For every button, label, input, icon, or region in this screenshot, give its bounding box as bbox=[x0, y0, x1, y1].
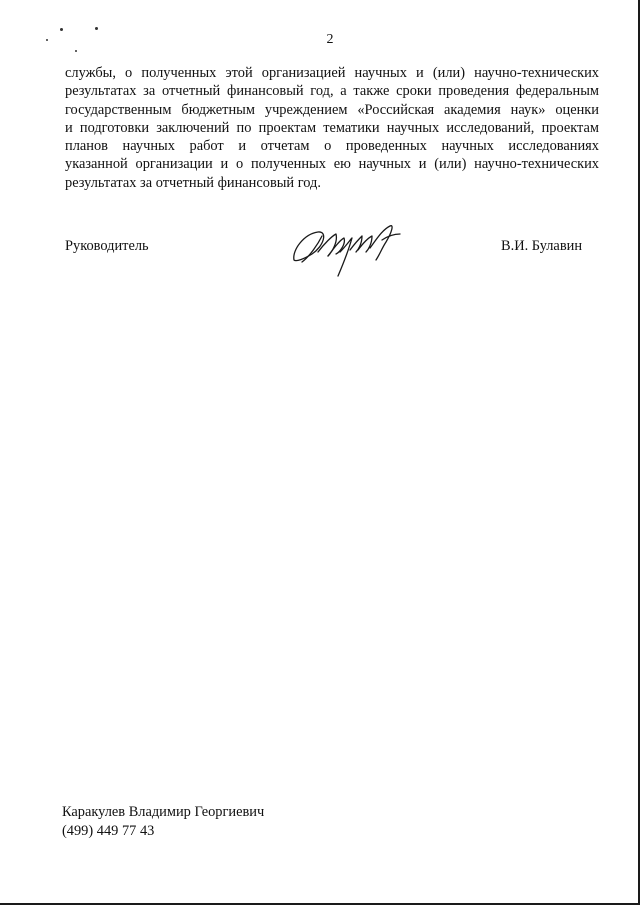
scan-speck bbox=[95, 27, 98, 30]
body-line: результатах за отчетный финансовый год. bbox=[65, 174, 321, 191]
body-line: службы, о полученных этой организацией научных и (или) научно-технических bbox=[65, 65, 599, 81]
signer-name: В.И. Булавин bbox=[501, 238, 583, 254]
scan-speck bbox=[60, 28, 63, 31]
signer-role: Руководитель bbox=[65, 238, 149, 254]
body-line: и подготовки заключений по проектам тематики научных исследований, проектам bbox=[65, 119, 599, 136]
contact-phone: (499) 449 77 43 bbox=[62, 822, 155, 839]
contact-name: Каракулев Владимир Георгиевич bbox=[62, 804, 265, 820]
body-line: планов научных работ и отчетам о проведенных научных исследованиях bbox=[65, 138, 599, 155]
body-line: указанной организации и о полученных ею научных и (или) научно-технических bbox=[65, 156, 599, 173]
body-line: результатах за отчетный финансовый год, а также сроки проведения федеральным bbox=[65, 83, 599, 100]
contact-block bbox=[62, 803, 264, 840]
body-line: государственным бюджетным учреждением «Российская академия наук» оценки bbox=[65, 101, 599, 118]
page-number: 2 bbox=[326, 32, 334, 47]
scan-speck bbox=[75, 50, 77, 52]
handwritten-signature bbox=[288, 222, 408, 280]
body-paragraph bbox=[65, 64, 599, 192]
